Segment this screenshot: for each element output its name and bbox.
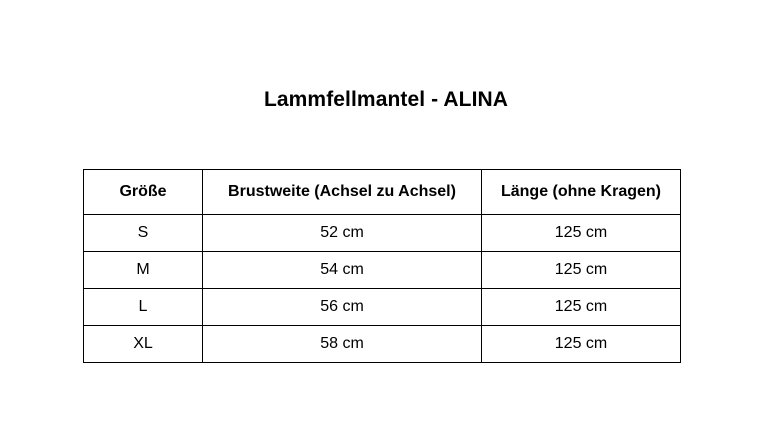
cell-size: XL	[84, 326, 203, 363]
cell-length: 125 cm	[482, 215, 681, 252]
table-header-row	[84, 170, 681, 215]
cell-size: M	[84, 252, 203, 289]
cell-length: 125 cm	[482, 289, 681, 326]
table-row	[84, 252, 681, 289]
header-length: Länge (ohne Kragen)	[482, 170, 681, 215]
table-row	[84, 289, 681, 326]
table-row	[84, 326, 681, 363]
header-size: Größe	[84, 170, 203, 215]
cell-length: 125 cm	[482, 326, 681, 363]
cell-chest-width: 56 cm	[203, 289, 482, 326]
table-row	[84, 215, 681, 252]
cell-chest-width: 54 cm	[203, 252, 482, 289]
cell-length: 125 cm	[482, 252, 681, 289]
page-title: Lammfellmantel - ALINA	[263, 88, 509, 111]
cell-size: L	[84, 289, 203, 326]
size-table	[83, 169, 681, 363]
header-chest-width: Brustweite (Achsel zu Achsel)	[203, 170, 482, 215]
cell-chest-width: 52 cm	[203, 215, 482, 252]
cell-chest-width: 58 cm	[203, 326, 482, 363]
cell-size: S	[84, 215, 203, 252]
